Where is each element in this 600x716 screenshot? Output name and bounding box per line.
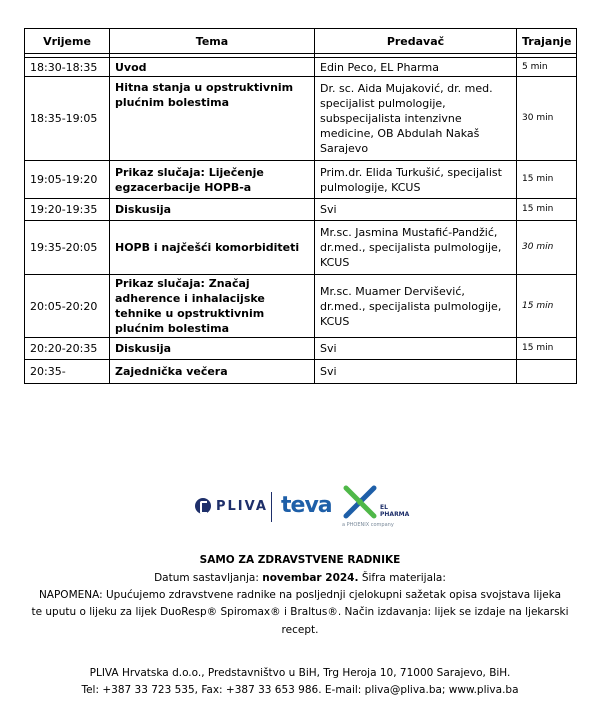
row-lecturer: Svi bbox=[315, 199, 517, 221]
row-lecturer: Prim.dr. Elida Turkušić, specijalist pulmologije, KCUS bbox=[315, 161, 517, 199]
agenda-table bbox=[24, 28, 577, 384]
table-row bbox=[25, 161, 577, 199]
row-lecturer: Svi bbox=[315, 338, 517, 360]
row-time: 19:20-19:35 bbox=[25, 199, 110, 221]
elpharma-logo bbox=[340, 482, 410, 530]
row-time: 18:35-19:05 bbox=[25, 77, 110, 161]
table-row bbox=[25, 275, 577, 338]
sponsor-logos bbox=[0, 480, 600, 532]
row-lecturer: Svi bbox=[315, 360, 517, 384]
header-lecturer: Predavač bbox=[315, 29, 517, 54]
row-duration: 15 min bbox=[517, 199, 577, 221]
table-header-row bbox=[25, 29, 577, 54]
row-time: 19:05-19:20 bbox=[25, 161, 110, 199]
row-lecturer: Mr.sc. Jasmina Mustafić-Pandžić, dr.med., specijalista pulmologije, KCUS bbox=[315, 221, 517, 275]
row-topic: Diskusija bbox=[110, 199, 315, 221]
row-topic: Hitna stanja u opstruktivnim plućnim bolestima bbox=[110, 77, 315, 161]
row-time: 20:20-20:35 bbox=[25, 338, 110, 360]
teva-logo: teva bbox=[281, 493, 332, 518]
material-label: Šifra materijala: bbox=[358, 572, 446, 584]
pliva-mark-icon bbox=[195, 498, 211, 514]
note-line-1: NAPOMENA: Upućujemo zdravstvene radnike na posljednji cjelokupni sažetak opisa svojstava lijeka bbox=[38, 589, 562, 601]
row-duration: 15 min bbox=[517, 275, 577, 338]
row-topic: Prikaz slučaja: Liječenje egzacerbacije HOPB-a bbox=[110, 161, 315, 199]
row-lecturer: Mr.sc. Muamer Dervišević, dr.med., specijalista pulmologije, KCUS bbox=[315, 275, 517, 338]
elpharma-cross-icon bbox=[340, 482, 380, 522]
table-row bbox=[25, 360, 577, 384]
header-topic: Tema bbox=[110, 29, 315, 54]
row-duration bbox=[517, 360, 577, 384]
row-topic: Prikaz slučaja: Značaj adherence i inhalacijske tehnike u opstruktivnim plućnim bolestima bbox=[110, 275, 315, 338]
header-time: Vrijeme bbox=[25, 29, 110, 54]
row-duration: 15 min bbox=[517, 161, 577, 199]
header-duration: Trajanje bbox=[517, 29, 577, 54]
note-line-2: te uputu o lijeku za lijek DuoResp® Spiromax® i Braltus®. Način izdavanja: lijek se izdaje na ljekarski bbox=[31, 606, 569, 618]
row-lecturer: Dr. sc. Aida Mujaković, dr. med. specijalist pulmologije, subspecijalista intenzivne medicine, OB Abdulah Nakaš Sarajevo bbox=[315, 77, 517, 161]
row-time: 20:35- bbox=[25, 360, 110, 384]
row-duration: 30 min bbox=[517, 221, 577, 275]
pliva-logo bbox=[195, 498, 268, 514]
row-topic: Zajednička večera bbox=[110, 360, 315, 384]
compilation-date-line bbox=[0, 570, 600, 587]
row-topic: Diskusija bbox=[110, 338, 315, 360]
elpharma-badge: EL PHARMA bbox=[380, 504, 410, 518]
row-topic: Uvod bbox=[110, 58, 315, 77]
date-label: Datum sastavljanja: bbox=[154, 572, 263, 584]
table-row bbox=[25, 77, 577, 161]
table-row bbox=[25, 338, 577, 360]
health-professionals-notice: SAMO ZA ZDRAVSTVENE RADNIKE bbox=[199, 554, 401, 566]
date-value: novembar 2024. bbox=[262, 572, 359, 584]
company-address: PLIVA Hrvatska d.o.o., Predstavništvo u BiH, Trg Heroja 10, 71000 Sarajevo, BiH. bbox=[89, 667, 511, 679]
row-time: 19:35-20:05 bbox=[25, 221, 110, 275]
row-time: 20:05-20:20 bbox=[25, 275, 110, 338]
row-time: 18:30-18:35 bbox=[25, 58, 110, 77]
pliva-wordmark: PLIVA bbox=[216, 498, 268, 514]
row-duration: 5 min bbox=[517, 58, 577, 77]
row-topic: HOPB i najčešći komorbiditeti bbox=[110, 221, 315, 275]
row-lecturer: Edin Peco, EL Pharma bbox=[315, 58, 517, 77]
table-row bbox=[25, 58, 577, 77]
row-duration: 30 min bbox=[517, 77, 577, 161]
elpharma-tagline: a PHOENIX company bbox=[342, 522, 394, 528]
company-contact: Tel: +387 33 723 535, Fax: +387 33 653 986. E-mail: pliva@pliva.ba; www.pliva.ba bbox=[81, 684, 519, 696]
table-row bbox=[25, 221, 577, 275]
logo-divider bbox=[271, 492, 272, 522]
note-line-3: recept. bbox=[281, 624, 319, 636]
row-duration: 15 min bbox=[517, 338, 577, 360]
table-row bbox=[25, 199, 577, 221]
